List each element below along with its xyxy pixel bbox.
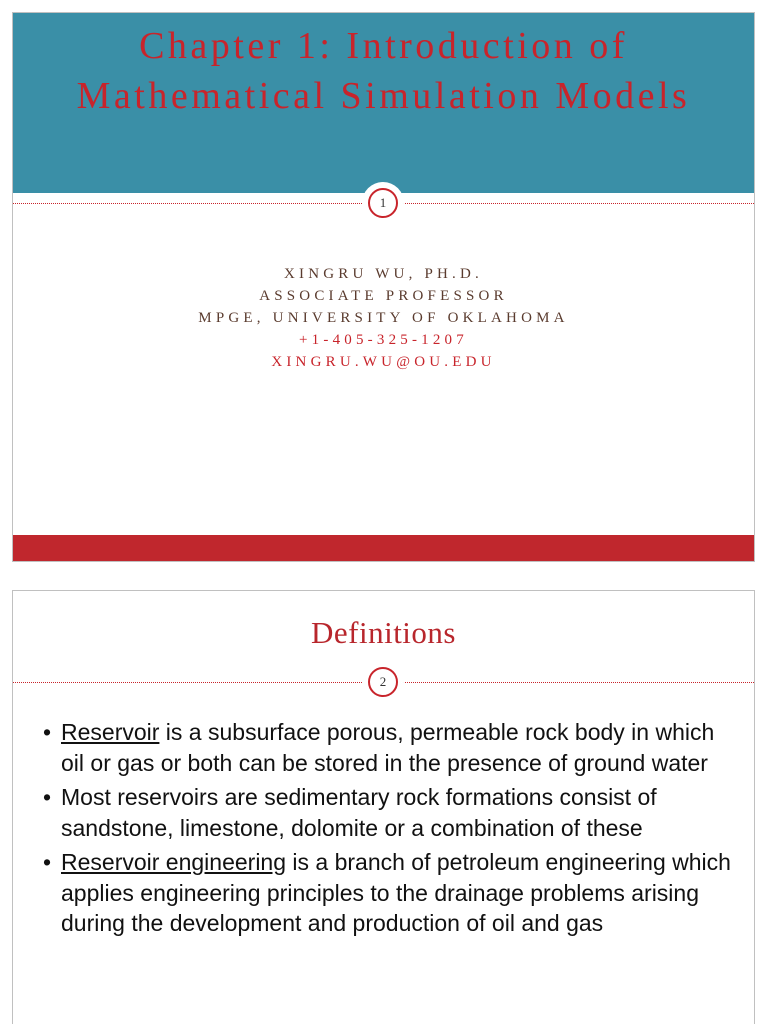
author-phone: +1-405-325-1207 <box>299 332 468 348</box>
author-position: ASSOCIATE PROFESSOR <box>259 288 508 304</box>
bullet-marker: • <box>43 849 52 875</box>
title-slide <box>12 12 755 562</box>
bullet-text: Most reservoirs are sedimentary rock formations consist of sandstone, limestone, dolomite or a combination of these <box>61 784 657 841</box>
bullet-item <box>43 847 743 939</box>
bullet-marker: • <box>43 719 52 745</box>
bullet-term: Reservoir engineering <box>61 849 287 875</box>
title-slide-footer-bar <box>13 535 754 561</box>
bullet-text: is a subsurface porous, permeable rock body in which oil or gas or both can be stored in the presence of ground water <box>61 719 715 776</box>
bullet-marker: • <box>43 784 52 810</box>
bullet-item <box>43 782 743 843</box>
definitions-slide <box>12 590 755 1024</box>
title-slide-header <box>13 13 754 193</box>
bullet-term: Reservoir <box>61 719 160 745</box>
author-block <box>13 263 754 373</box>
author-email: XINGRU.WU@OU.EDU <box>271 354 496 370</box>
definitions-title: Definitions <box>311 615 456 650</box>
bullet-item <box>43 717 743 778</box>
title-slide-title: Chapter 1: Introduction of Mathematical Simulation Models <box>76 25 691 117</box>
author-name: XINGRU WU, PH.D. <box>283 266 483 282</box>
definitions-bullet-list <box>43 717 743 943</box>
slide-number-badge: 1 <box>368 188 398 218</box>
author-affiliation: MPGE, UNIVERSITY OF OKLAHOMA <box>198 310 569 326</box>
bullet-text: is a branch of petroleum engineering which applies engineering principles to the drainage problems arising during the development and production of oil and gas <box>61 849 731 936</box>
slide-number-badge: 2 <box>368 667 398 697</box>
